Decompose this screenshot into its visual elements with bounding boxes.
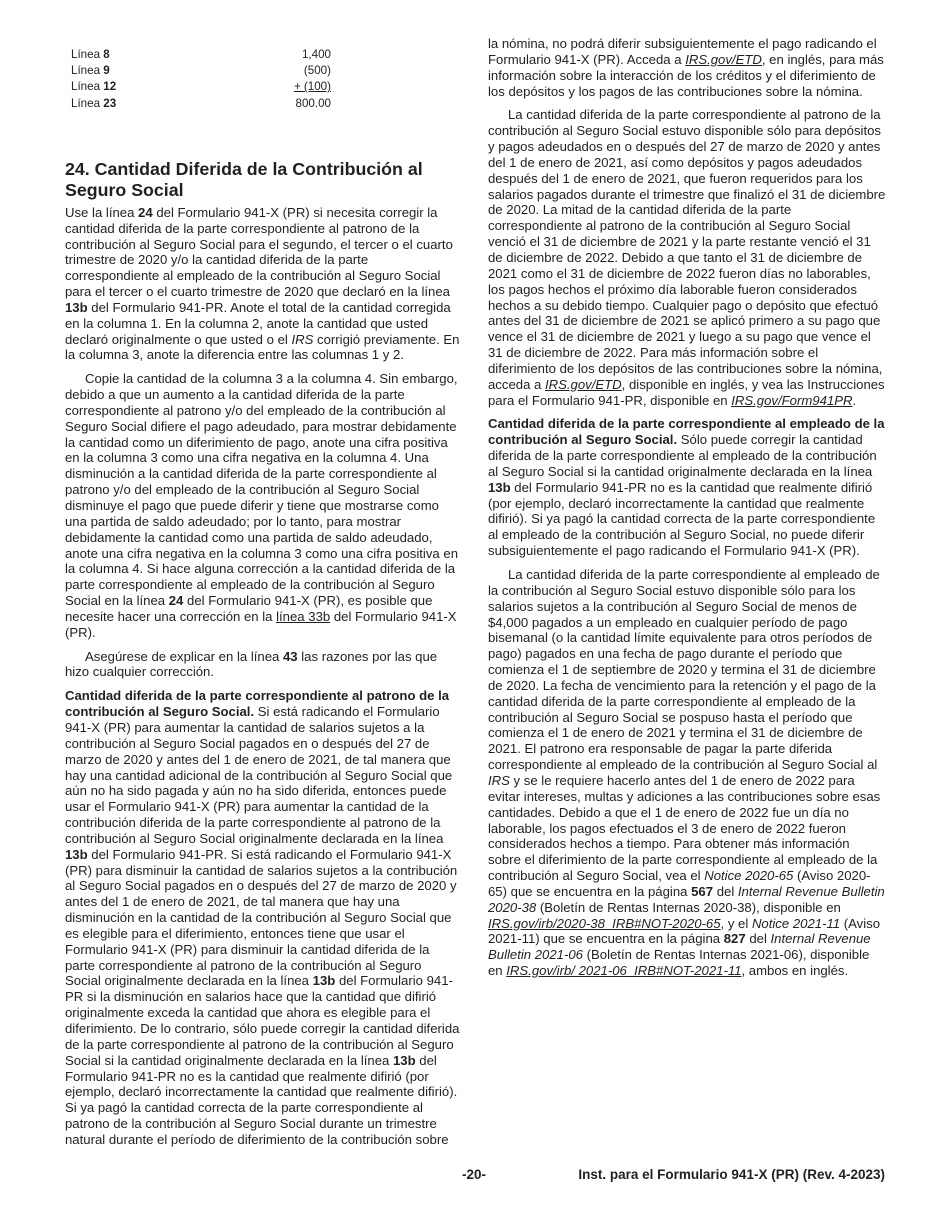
reference-link[interactable]: IRS.gov/irb/2020-38_IRB#NOT-2020-65 (488, 915, 721, 931)
paragraph: Asegúrese de explicar en la línea 43 las razones por las que hizo cualquier corrección. (65, 648, 438, 680)
line-label: Línea 23 (71, 96, 117, 110)
reference-link[interactable]: IRS.gov/ETD (685, 51, 762, 67)
table-row (71, 47, 331, 63)
document-title: Inst. para el Formulario 941-X (PR) (Rev. 4-2023) (578, 1167, 885, 1182)
section-heading: 24. Cantidad Diferida de la Contribución al Seguro Social (65, 158, 423, 200)
paragraph: Cantidad diferida de la parte correspondiente al patrono de la contribución al Seguro Social. Si está radicando el Formulario 941-X (PR) para aumentar la cantidad de salarios sujetos a la contribución al Seguro Social pagados en o después del 27 de marzo de 2020 y antes del 1 de enero de 2021, de tal manera que hay una cantidad adicional de la contribución al Seguro Social que aún no ha sido pagada y aún no ha sido diferida, entonces puede usar el Formulario 941-X (PR) para aumentar la cantidad de la contribución diferida de la parte correspondiente al patrono de la contribución al Seguro Social originalmente declarada en la línea 13b del Formulario 941-PR. Si está radicando el Formulario 941-X (PR) para disminuir la cantidad de salarios sujetos a la contribución al Seguro Social pagados en o después del 27 de marzo de 2020 y antes del 1 de enero de 2021, de tal manera que hay una disminución en la cantidad de la contribución al Seguro Social que es elegible para el diferimiento, entonces tiene que usar el Formulario 941-X (PR) para disminuir la cantidad diferida de la parte correspondiente al patrono de la contribución al Seguro Social originalmente declarada en la línea 13b del Formulario 941-PR si la disminución en salarios hace que la cantidad que difirió originalmente exceda la cantidad que ahora es elegible para el diferimiento. De lo contrario, sólo puede corregir la cantidad diferida de la parte correspondiente al patrono de la contribución al Seguro Social si la cantidad originalmente declarada en la línea 13b del Formulario 941-PR no es la cantidad que realmente difirió (por ejemplo, declaró incorrectamente la cantidad que realmente difirió). Si ya pagó la cantidad correcta de la parte correspondiente al patrono de la contribución al Seguro Social durante un trimestre natural durante el período de diferimiento de la contribución sobre (65, 688, 460, 1147)
paragraph: Cantidad diferida de la parte correspondiente al empleado de la contribución al Seguro Social. Sólo puede corregir la cantidad diferida de la parte correspondiente al empleado de la contribución al Seguro Social si la cantidad originalmente declarada en la línea 13b del Formulario 941-PR no es la cantidad que realmente difirió (por ejemplo, declaró incorrectamente la cantidad que realmente difirió). Si ya pagó la cantidad correcta de la parte correspondiente al empleado de la contribución al Seguro Social, no puede diferir subsiguientemente el pago radicando el Formulario 941-X (PR). (488, 416, 885, 559)
line-table (71, 47, 331, 112)
line-label: Línea 12 (71, 80, 117, 94)
line-value: + (100) (293, 80, 331, 94)
paragraph: La cantidad diferida de la parte correspondiente al patrono de la contribución al Seguro Social estuvo disponible sólo para depósitos y pagos adeudados en o después del 27 de marzo de 2020 y antes del 1 de enero de 2021, así como depósitos y pagos adeudados después del 1 de enero de 2021, que fueron requeridos para los salarios pagados durante el trimestre que finalizó el 31 de diciembre de 2020. La mitad de la cantidad diferida de la parte correspondiente al patrono de la contribución al Seguro Social venció el 31 de diciembre de 2021 y la parte restante venció el 31 de diciembre de 2022. Debido a que tanto el 31 de diciembre de 2021 como el 31 de diciembre de 2022 fueron días no laborables, los pagos hechos el próximo día laborable fueron considerados hechos a su debido tiempo. Cualquier pago o depósito que efectuó antes del 31 de diciembre de 2021 se aplicó primero a su pago que vence el 31 de diciembre de 2021 y luego a su pago que vence el 31 de diciembre de 2022. Para más información sobre el diferimiento de los depósitos de las contribuciones sobre la nómina, acceda a IRS.gov/ETD, disponible en inglés, y vea las Instrucciones para el Formulario 941-PR, disponible en IRS.gov/Form941PR. (488, 107, 886, 408)
reference-link[interactable]: IRS.gov/Form941PR (731, 392, 853, 408)
paragraph: La cantidad diferida de la parte correspondiente al empleado de la contribución al Seguro Social estuvo disponible sólo para los salarios sujetos a la contribución al Seguro Social de menos de $4,000 pagados a un empleado en cualquier período de pago bisemanal (o la cantidad límite equivalente para otros períodos de pago) pagados en una fecha de pago durante el período que comienza el 1 de septiembre de 2020 y termina el 31 de diciembre de 2020. La fecha de vencimiento para la retención y el pago de la cantidad diferida de la parte correspondiente al empleado de la contribución al Seguro Social se pospuso hasta el período que comienza el 1 de enero de 2021 y termina el 31 de diciembre de 2021. El patrono era responsable de pagar la parte diferida correspondiente al empleado de la contribución al Seguro Social al IRS y se le requiere hacerlo antes del 1 de enero de 2022 para evitar intereses, multas y adiciones a las contribuciones sobre esas cantidades. Debido a que el 1 de enero de 2022 fue un día no laborable, los pagos efectuados el 3 de enero de 2022 fueron considerados hechos a tiempo. Para obtener más información sobre el diferimiento de la parte correspondiente al empleado de la contribución al Seguro Social, vea el Notice 2020-65 (Aviso 2020-65) que se encuentra en la página 567 del Internal Revenue Bulletin 2020-38 (Boletín de Rentas Internas 2020-38), disponible en IRS.gov/irb/2020-38_IRB#NOT-2020-65, y el Notice 2021-11 (Aviso 2021-11) que se encuentra en la página 827 del Internal Revenue Bulletin 2021-06 (Boletín de Rentas Internas 2021-06), disponible en IRS.gov/irb/ 2021-06_IRB#NOT-2021-11, ambos en inglés. (488, 567, 885, 979)
reference-link[interactable]: IRS.gov/ETD (544, 376, 622, 392)
paragraph-continued: la nómina, no podrá diferir subsiguientemente el pago radicando el Formulario 941-X (PR). Acceda a IRS.gov/ETD, en inglés, para más información sobre la interacción de los créditos y el diferimiento de los depósitos y los pagos de las contribuciones sobre la nómina. (488, 36, 884, 99)
line-value: 1,400 (301, 48, 331, 61)
paragraph: Copie la cantidad de la columna 3 a la columna 4. Sin embargo, debido a que un aumento a la cantidad diferida de la parte correspondiente al patrono y/o del empleado de la contribución al Seguro Social difiere el pago adeudado, para mostrar debidamente la cantidad como un diferimiento de pago, anote una cifra positiva en la columna 3 como una cifra negativa en la columna 4. Una disminución a la cantidad diferida de la parte correspondiente al patrono y/o del empleado de la contribución al Seguro Social disminuye el pago que puede diferir y tiene que mostrarse como una partida de saldo adeudado; por lo tanto, para mostrar debidamente la cantidad como una partida de saldo adeudado, anote una cifra negativa en la columna 3 como una cifra positiva en la columna 4. Si hace alguna corrección a la cantidad diferida de la parte correspondiente al empleado de la contribución al Seguro Social en la línea 24 del Formulario 941-X (PR), es posible que necesite hacer una corrección en la línea 33b del Formulario 941-X (PR). (65, 371, 459, 640)
reference-link[interactable]: línea 33b (276, 608, 331, 624)
left-column (65, 36, 460, 1156)
table-row (71, 79, 331, 95)
right-column (488, 36, 886, 987)
line-label: Línea 9 (71, 64, 110, 78)
line-label: Línea 8 (71, 48, 110, 61)
table-row (71, 63, 331, 79)
line-value: (500) (303, 64, 331, 78)
reference-link[interactable]: IRS.gov/irb/ 2021-06_IRB#NOT-2021-11 (506, 963, 742, 979)
page-number: -20- (462, 1167, 487, 1182)
paragraph: Use la línea 24 del Formulario 941-X (PR) si necesita corregir la cantidad diferida de la parte correspondiente al patrono de la contribución al Seguro Social para el segundo, el tercer o el cuarto trimestre de 2020 y/o la cantidad diferida de la parte correspondiente al empleado de la contribución al Seguro Social para el tercer o el cuarto trimestre de 2020 que declaró en la línea 13b del Formulario 941-PR. Anote el total de la cantidad corregida en la columna 1. En la columna 2, anote la cantidad que usted declaró originalmente o que usted o el IRS corrigió previamente. En la columna 3, anote la diferencia entre las columnas 1 y 2. (65, 204, 460, 363)
line-value: 800.00 (295, 96, 331, 110)
table-row (71, 96, 331, 112)
